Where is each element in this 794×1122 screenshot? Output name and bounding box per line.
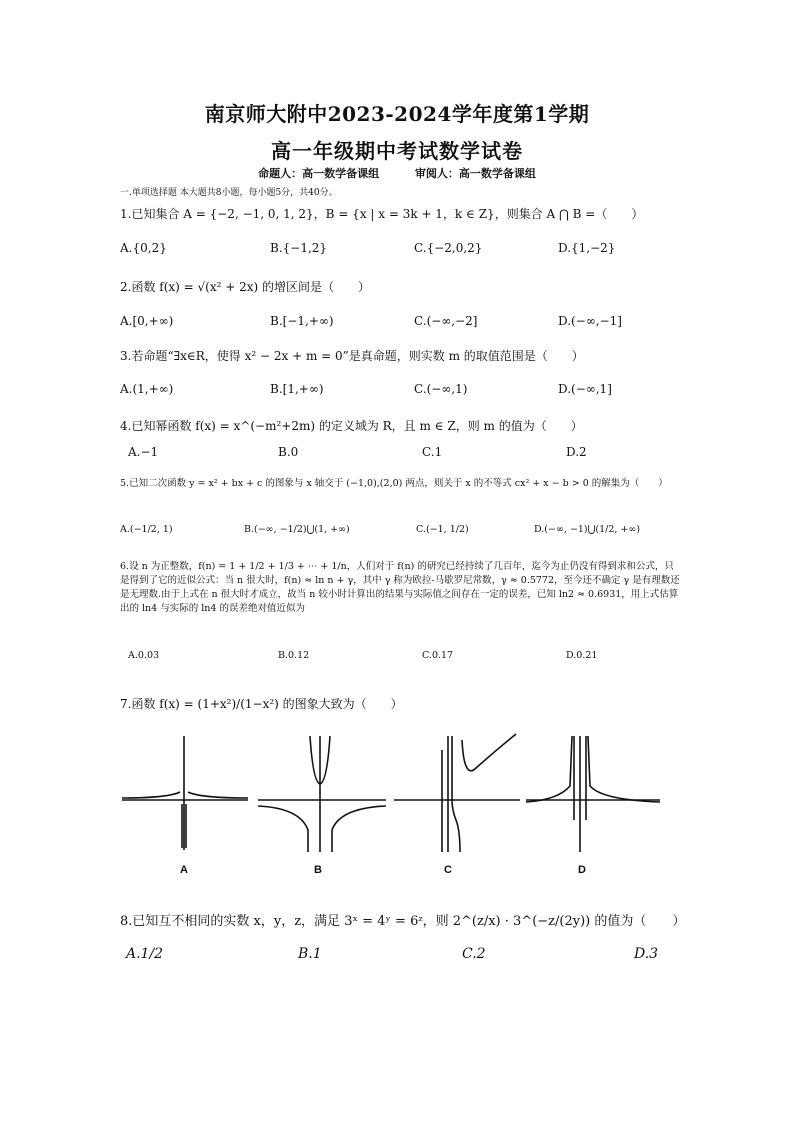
option-c: C.0.17 — [422, 650, 454, 661]
author-line — [0, 165, 794, 181]
exam-title-line2: 高一年级期中考试数学试卷 — [271, 139, 523, 163]
option-c: C.{−2,0,2} — [414, 241, 483, 255]
graph-labels — [118, 864, 678, 880]
option-a: A.1/2 — [126, 946, 164, 962]
question-4-options — [128, 445, 688, 463]
option-a: A.(−1/2, 1) — [120, 524, 173, 535]
question-2-stem: 2.函数 f(x) = √(x² + 2x) 的增区间是（ ） — [120, 280, 371, 294]
graph-label-c: C — [444, 864, 452, 876]
option-b: B.1 — [298, 946, 322, 962]
exam-title-line1: 南京师大附中2023-2024学年度第1学期 — [204, 102, 590, 126]
reviewer-label: 审阅人：高一数学备课组 — [414, 167, 536, 180]
option-c: C.(−∞,1) — [414, 382, 468, 396]
option-d: D.3 — [634, 946, 659, 962]
question-7-stem: 7.函数 f(x) = (1+x²)/(1−x²) 的图象大致为（ ） — [120, 697, 403, 711]
question-1-options — [120, 241, 680, 259]
option-b: B.0 — [278, 445, 299, 459]
question-3-stem: 3.若命题“∃x∈R，使得 x² − 2x + m = 0”是真命题，则实数 m 的取值范围是（ ） — [120, 349, 584, 363]
option-b: B.0.12 — [278, 650, 310, 661]
option-b: B.[−1,+∞) — [270, 314, 334, 328]
question-6-options — [128, 650, 688, 668]
option-a: A.−1 — [128, 445, 159, 459]
setter-label: 命题人：高一数学备课组 — [258, 167, 380, 180]
section-heading: 一.单项选择题 本大题共8小题，每小题5分，共40分。 — [120, 188, 338, 198]
option-a: A.{0,2} — [120, 241, 167, 255]
option-d: D.2 — [566, 445, 587, 459]
option-c: C.(−∞,−2] — [414, 314, 478, 328]
option-b: B.(−∞, −1/2)⋃(1, +∞) — [244, 524, 350, 535]
option-c: C.2 — [462, 946, 486, 962]
question-5-options — [120, 524, 680, 542]
option-d: D.(−∞,1] — [558, 382, 612, 396]
option-a: A.[0,+∞) — [120, 314, 174, 328]
graph-c — [394, 734, 520, 852]
option-c: C.1 — [422, 445, 443, 459]
question-8-stem: 8.已知互不相同的实数 x，y，z，满足 3ˣ = 4ʸ = 6ᶻ，则 2^(z/x) · 3^(−z/(2y)) 的值为（ ） — [120, 914, 686, 929]
option-d: D.{1,−2} — [558, 241, 616, 255]
graph-label-b: B — [314, 864, 322, 876]
option-d: D.(−∞,−1] — [558, 314, 622, 328]
question-6-stem: 6.设 n 为正整数，f(n) = 1 + 1/2 + 1/3 + ⋯ + 1/n，人们对于 f(n) 的研究已经持续了几百年，迄今为止仍没有得到求和公式，只是得到了它的近似公式：当 n 很大时，f(n) ≈ ln n + γ，其中 γ 称为欧拉-马歇罗尼常数，γ ≈ 0.5772，至今还不确定 γ 是有理数还是无理数.由于上式在 n 很大时才成立，故当 n 较小时计算出的结果与实际值之间存在一定的误差，已知 ln2 ≈ 0.6931，用上式估算出的 ln4 与实际的 ln4 的误差绝对值近似为 — [120, 561, 680, 614]
option-d: D.(−∞, −1)⋃(1/2, +∞) — [534, 524, 641, 535]
question-7-graphs — [118, 730, 678, 880]
graph-b — [258, 736, 386, 852]
option-c: C.(−1, 1/2) — [416, 524, 469, 535]
option-b: B.{−1,2} — [270, 241, 328, 255]
graph-label-d: D — [578, 864, 586, 876]
graph-a — [122, 736, 248, 850]
question-1-stem: 1.已知集合 A = {−2, −1, 0, 1, 2}，B = {x | x = 3k + 1，k ∈ Z}，则集合 A ⋂ B =（ ） — [120, 207, 644, 221]
graph-d — [526, 736, 660, 852]
question-8-options — [126, 946, 686, 976]
question-2-options — [120, 314, 680, 332]
question-5-stem: 5.已知二次函数 y = x² + bx + c 的图象与 x 轴交于 (−1,0),(2,0) 两点，则关于 x 的不等式 cx² + x − b > 0 的解集为（ ） — [120, 478, 668, 489]
graph-options-figure — [118, 730, 678, 860]
graph-label-a: A — [180, 864, 188, 876]
option-a: A.0.03 — [128, 650, 160, 661]
option-b: B.[1,+∞) — [270, 382, 324, 396]
question-3-options — [120, 382, 680, 400]
option-d: D.0.21 — [566, 650, 598, 661]
option-a: A.(1,+∞) — [120, 382, 174, 396]
question-4-stem: 4.已知幂函数 f(x) = x^(−m²+2m) 的定义域为 R，且 m ∈ Z，则 m 的值为（ ） — [120, 419, 583, 433]
